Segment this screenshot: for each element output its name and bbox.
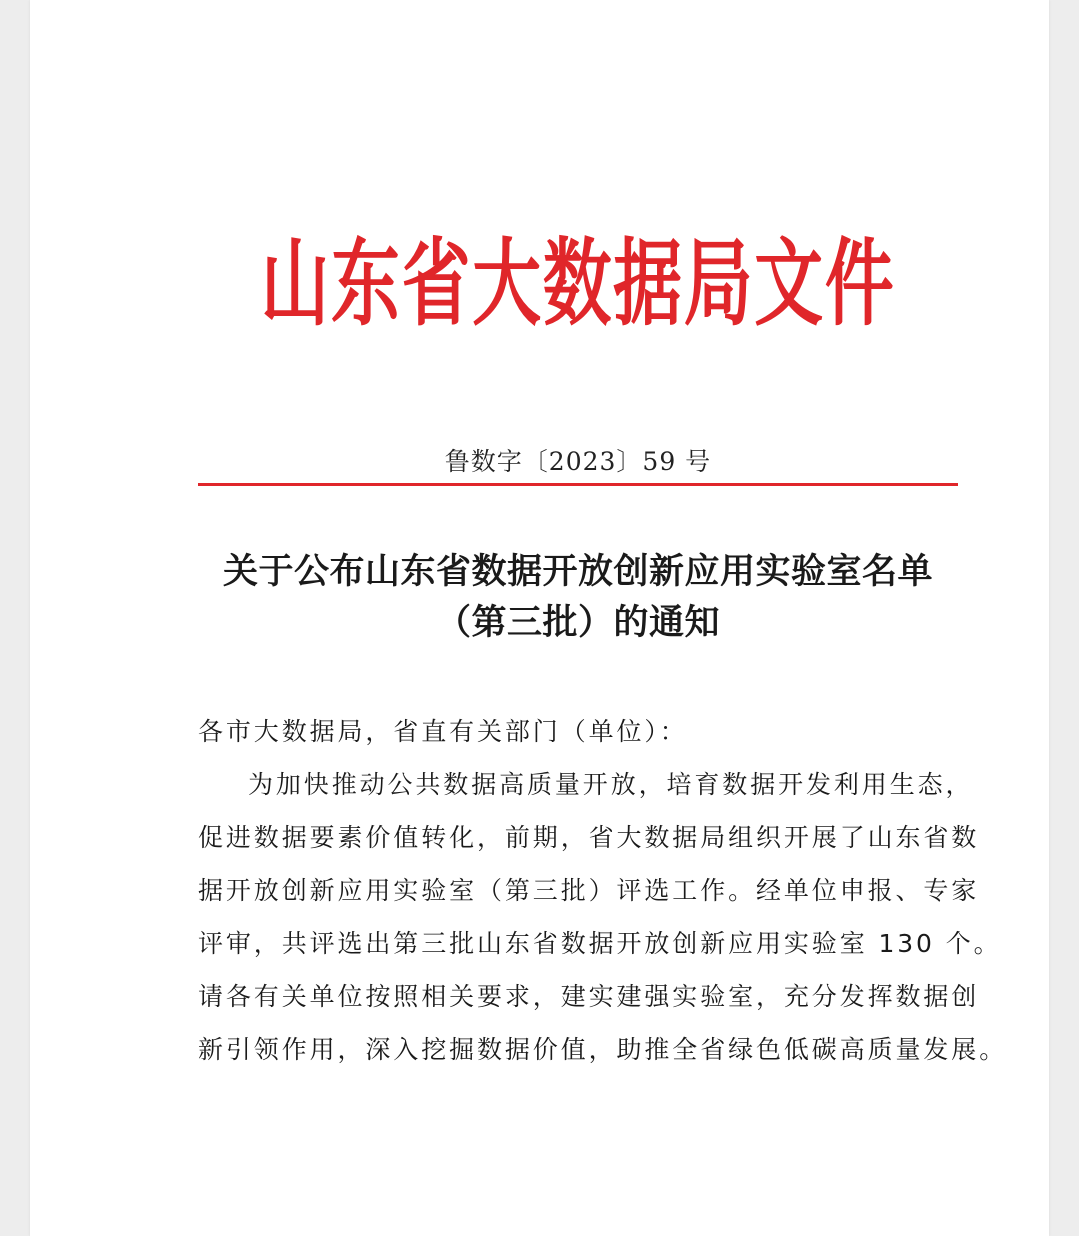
masthead-title: 山东省大数据局文件 — [260, 227, 896, 339]
document-page — [30, 0, 1049, 1236]
body-line: 据开放创新应用实验室（第三批）评选工作。经单位申报、专家 — [198, 876, 980, 905]
document-number: 鲁数字〔2023〕59 号 — [444, 447, 712, 476]
body-line: 为加快推动公共数据高质量开放，培育数据开发利用生态， — [248, 770, 974, 799]
body-line: 请各有关单位按照相关要求，建实建强实验室，充分发挥数据创 — [198, 982, 980, 1011]
notice-title-line-1: 关于公布山东省数据开放创新应用实验室名单 — [222, 551, 933, 592]
red-divider-line — [198, 483, 958, 486]
body-line: 新引领作用，深入挖掘数据价值，助推全省绿色低碳高质量发展。 — [198, 1035, 1008, 1064]
notice-title-line-2: （第三批）的通知 — [435, 602, 720, 643]
body-line: 促进数据要素价值转化，前期，省大数据局组织开展了山东省数 — [198, 823, 980, 852]
body-line: 评审，共评选出第三批山东省数据开放创新应用实验室 130 个。 — [198, 929, 1002, 958]
salutation: 各市大数据局，省直有关部门（单位）： — [198, 717, 688, 746]
